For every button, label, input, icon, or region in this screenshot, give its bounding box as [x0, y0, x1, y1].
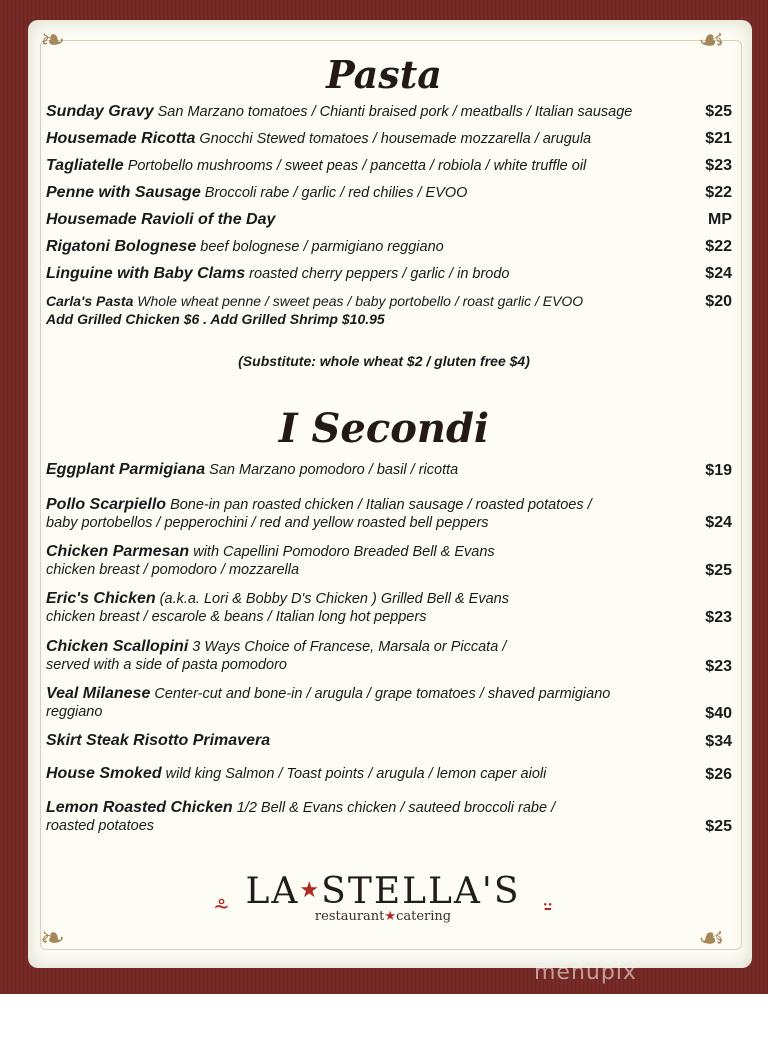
item-description: San Marzano pomodoro / basil / ricotta [209, 462, 459, 478]
menu-item [46, 103, 736, 121]
corner-swirl-icon: ❧ [40, 23, 66, 58]
item-price: $23 [705, 609, 732, 626]
item-price: $21 [705, 130, 732, 147]
menu-item [46, 130, 736, 148]
pasta-heading: Pasta [326, 52, 442, 97]
corner-swirl-icon: ☙ [698, 921, 725, 956]
star-icon: ★ [384, 909, 397, 924]
item-price: $22 [705, 238, 732, 255]
item-price: $25 [705, 103, 732, 120]
menu-item [46, 211, 736, 229]
item-description-cont: chicken breast / escarole & beans / Italian long hot peppers [46, 609, 427, 625]
item-name: Sunday Gravy [46, 103, 154, 120]
item-description: 3 Ways Choice of Francese, Marsala or Piccata / [192, 639, 507, 655]
item-description-cont: served with a side of pasta pomodoro [46, 657, 287, 673]
item-name: Linguine with Baby Clams [46, 265, 246, 282]
tagline-restaurant: restaurant [314, 909, 385, 924]
item-price: $26 [705, 766, 732, 783]
item-name: Eric's Chicken [46, 590, 156, 607]
menu-item [46, 590, 736, 625]
logo-wordmark [218, 872, 548, 911]
menu-item [46, 265, 736, 283]
addon-note: Add Grilled Chicken $6 . Add Grilled Shrimp $10.95 [46, 311, 385, 327]
item-description: San Marzano tomatoes / Chianti braised pork / meatballs / Italian sausage [157, 104, 633, 120]
item-description: Portobello mushrooms / sweet peas / pancetta / robiola / white truffle oil [127, 158, 587, 174]
item-description: Broccoli rabe / garlic / red chilies / EVOO [204, 185, 468, 201]
item-name: Skirt Steak Risotto Primavera [46, 732, 271, 749]
item-description: Center-cut and bone-in / arugula / grape tomatoes / shaved parmigiano [154, 686, 611, 702]
menu-item [46, 184, 736, 202]
item-description: roasted cherry peppers / garlic / in brodo [249, 266, 510, 282]
item-price: $24 [705, 514, 732, 531]
corner-swirl-icon: ❧ [40, 921, 66, 956]
item-price: $24 [705, 265, 732, 282]
item-description: 1/2 Bell & Evans chicken / sauteed broccoli rabe / [236, 800, 556, 816]
item-price: $34 [705, 733, 732, 750]
left-flourish-icon: ⸛ [214, 893, 229, 923]
item-name: Housemade Ravioli of the Day [46, 211, 276, 228]
item-name: Pollo Scarpiello [46, 496, 167, 513]
item-name: Rigatoni Bolognese [46, 238, 197, 255]
corner-swirl-icon: ☙ [698, 23, 725, 58]
menu-item [46, 461, 736, 480]
item-description: (a.k.a. Lori & Bobby D's Chicken ) Grilled Bell & Evans [159, 591, 509, 607]
menu-item [46, 732, 736, 751]
item-description: Bone-in pan roasted chicken / Italian sausage / roasted potatoes / [170, 497, 592, 513]
item-description: beef bolognese / parmigiano reggiano [200, 239, 444, 255]
secondi-heading: I Secondi [278, 405, 490, 452]
restaurant-logo [214, 871, 552, 932]
item-price: $25 [705, 818, 732, 835]
item-description: Whole wheat penne / sweet peas / baby portobello / roast garlic / EVOO [137, 293, 584, 309]
item-name: House Smoked [46, 765, 162, 782]
menu-item [46, 293, 736, 309]
logo-stella: STELLA'S [321, 871, 521, 912]
right-flourish-icon: ⸚ [543, 893, 552, 923]
menu-item [46, 157, 736, 175]
item-name: Lemon Roasted Chicken [46, 799, 233, 816]
item-name: Veal Milanese [46, 685, 151, 702]
logo-la: LA [245, 871, 300, 912]
item-name: Chicken Scallopini [46, 638, 189, 655]
menu-item [46, 496, 736, 531]
item-description-cont: roasted potatoes [46, 818, 155, 834]
substitute-note: (Substitute: whole wheat $2 / gluten free $4) [238, 353, 530, 369]
menu-item [46, 765, 736, 784]
item-price: $25 [705, 562, 732, 579]
item-name: Eggplant Parmigiana [46, 461, 206, 478]
item-name: Chicken Parmesan [46, 543, 190, 560]
item-price: $20 [705, 293, 732, 310]
watermark: menupix [534, 960, 637, 985]
item-description: with Capellini Pomodoro Breaded Bell & Evans [193, 544, 495, 560]
item-name: Housemade Ricotta [46, 130, 196, 147]
menu-item [46, 799, 736, 834]
item-description: Gnocchi Stewed tomatoes / housemade mozzarella / arugula [199, 131, 592, 147]
item-price: $23 [705, 157, 732, 174]
item-name: Tagliatelle [46, 157, 124, 174]
item-price: $40 [705, 705, 732, 722]
item-price: $22 [705, 184, 732, 201]
item-description-cont: baby portobellos / pepperochini / red and yellow roasted bell peppers [46, 515, 489, 531]
item-description-cont: reggiano [46, 704, 103, 720]
item-price: MP [708, 211, 732, 228]
star-icon: ★ [299, 878, 322, 903]
item-description-cont: chicken breast / pomodoro / mozzarella [46, 562, 300, 578]
tagline-catering: catering [396, 909, 452, 924]
menu-item [46, 638, 736, 673]
menu-item [46, 238, 736, 256]
item-price: $23 [705, 658, 732, 675]
item-name: Carla's Pasta [46, 293, 134, 309]
item-name: Penne with Sausage [46, 184, 201, 201]
menu-item [46, 685, 736, 720]
item-price: $19 [705, 462, 732, 479]
menu-item [46, 543, 736, 578]
item-description: wild king Salmon / Toast points / arugula / lemon caper aioli [165, 766, 547, 782]
